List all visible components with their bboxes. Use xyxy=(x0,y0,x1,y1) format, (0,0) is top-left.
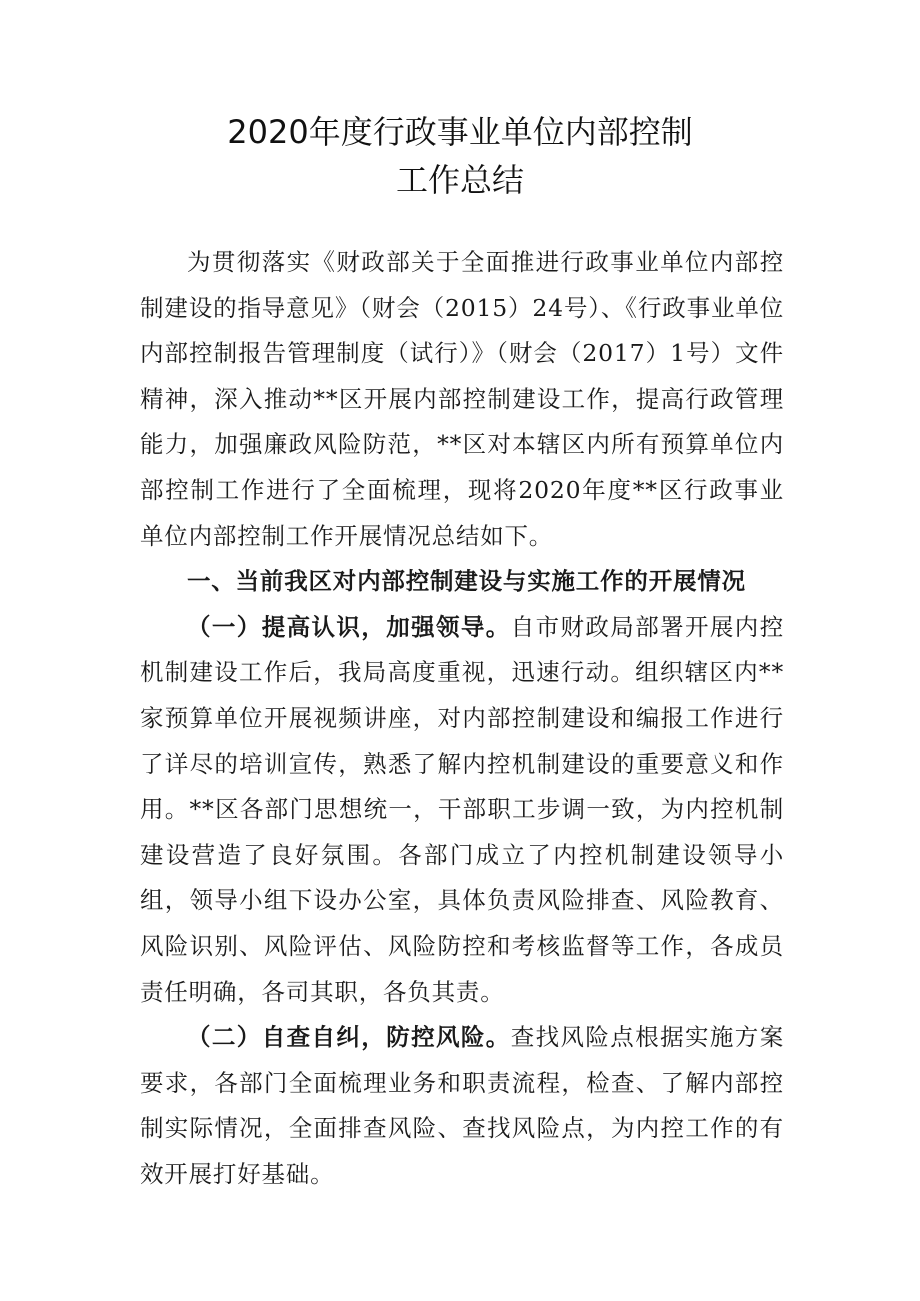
document-title-line1: 2020年度行政事业单位内部控制 xyxy=(227,113,693,151)
item1-lead: （一）提高认识，加强领导。 xyxy=(187,612,511,641)
item1-text: 自市财政局部署开展内控机制建设工作后，我局高度重视，迅速行动。组织辖区内**家预算单位开展视频讲座，对内部控制建设和编报工作进行了详尽的培训宣传，熟悉了解内控机制建设的重要意义和作用。**区各部门思想统一，干部职工步调一致，为内控机制建设营造了良好氛围。各部门成立了内控机制建设领导小组，领导小组下设办公室，具体负责风险排查、风险教育、风险识别、风险评估、风险防控和考核监督等工作，各成员责任明确，各司其职，各负其责。 xyxy=(140,612,784,1006)
item2-text: 查找风险点根据实施方案要求，各部门全面梳理业务和职责流程，检查、了解内部控制实际情况，全面排查风险、查找风险点，为内控工作的有效开展打好基础。 xyxy=(140,1023,784,1188)
item1-paragraph xyxy=(140,605,784,1015)
item2-paragraph xyxy=(140,1015,784,1197)
item2-lead: （二）自查自纠，防控风险。 xyxy=(187,1023,511,1052)
section1-heading: 一、当前我区对内部控制建设与实施工作的开展情况 xyxy=(187,567,746,596)
document-body xyxy=(140,240,784,1197)
intro-paragraph: 为贯彻落实《财政部关于全面推进行政事业单位内部控制建设的指导意见》（财会（2015）24号）、《行政事业单位内部控制报告管理制度（试行）》（财会（2017）1号）文件精神，深入推动**区开展内部控制建设工作，提高行政管理能力，加强廉政风险防范，**区对本辖区内所有预算单位内部控制工作进行了全面梳理，现将2020年度**区行政事业单位内部控制工作开展情况总结如下。 xyxy=(140,248,784,550)
document-title-line2: 工作总结 xyxy=(395,161,524,199)
